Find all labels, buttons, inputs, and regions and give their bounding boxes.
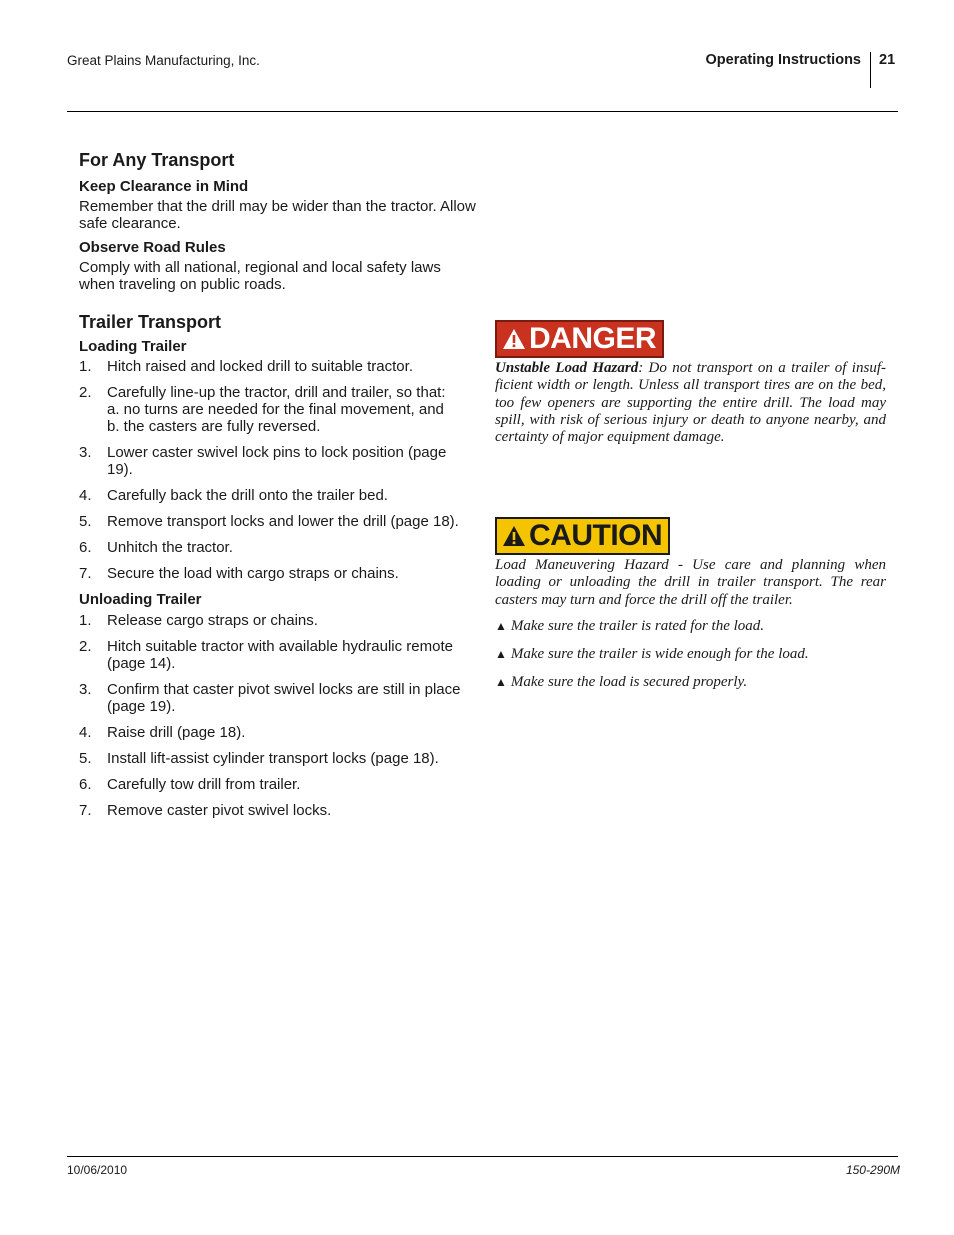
header-section-title: Operating Instructions	[705, 52, 861, 68]
list-item: 7. Secure the load with cargo straps or chains.	[79, 565, 399, 582]
page-number: 21	[879, 52, 896, 68]
subheading-road-rules: Observe Road Rules	[79, 239, 226, 256]
caution-bullet: ▲ Make sure the trailer is wide enough for the load.	[495, 646, 809, 663]
caution-message	[495, 557, 886, 692]
list-item: 2. Carefully line-up the tractor, drill and trailer, so that: a. no turns are needed for the final movement, and b. the casters are fully reversed.	[79, 384, 446, 435]
list-item: 1. Hitch raised and locked drill to suitable tractor.	[79, 358, 413, 375]
danger-sign	[495, 320, 664, 358]
danger-hazard-name: Unstable Load Hazard	[495, 360, 639, 376]
caution-bullet: ▲ Make sure the trailer is rated for the load.	[495, 617, 765, 634]
section-title-trailer-transport: Trailer Transport	[79, 312, 222, 332]
list-item: 6. Carefully tow drill from trailer.	[79, 776, 301, 793]
list-item: 3. Confirm that caster pivot swivel locks are still in place (page 19).	[79, 681, 461, 715]
list-item: 6. Unhitch the tractor.	[79, 539, 233, 556]
unloading-steps-list	[79, 612, 479, 819]
list-item: 5. Remove transport locks and lower the drill (page 18).	[79, 513, 459, 530]
triangle-bullet-icon: ▲	[495, 675, 507, 690]
section-title-any-transport: For Any Transport	[79, 150, 235, 170]
list-item: 5. Install lift-assist cylinder transport locks (page 18).	[79, 750, 439, 767]
triangle-bullet-icon: ▲	[495, 618, 507, 633]
paragraph-road-rules: Comply with all national, regional and local safety laws when traveling on public roads.	[79, 259, 441, 293]
caution-label: CAUTION	[529, 519, 663, 552]
list-item: 7. Remove caster pivot swivel locks.	[79, 802, 332, 819]
subheading-clearance: Keep Clearance in Mind	[79, 178, 249, 195]
list-item: 4. Carefully back the drill onto the trailer bed.	[79, 487, 388, 504]
caution-sign	[495, 517, 670, 555]
list-item: 3. Lower caster swivel lock pins to lock position (page 19).	[79, 444, 447, 478]
paragraph-clearance: Remember that the drill may be wider than the tractor. Allow safe clearance.	[79, 198, 476, 232]
caution-text: Load Maneuvering Hazard - Use care and planning when loading or unloading the drill in trailer transport. The rear casters may turn and force the drill off the trailer.	[495, 557, 886, 608]
danger-label: DANGER	[529, 322, 657, 355]
list-item: 2. Hitch suitable tractor with available hydraulic remote (page 14).	[79, 638, 453, 672]
triangle-bullet-icon: ▲	[495, 647, 507, 662]
footer-rule	[67, 1156, 898, 1157]
warning-triangle-icon	[502, 525, 526, 547]
header-divider	[870, 52, 871, 88]
loading-steps-list	[79, 358, 479, 582]
list-item: 4. Raise drill (page 18).	[79, 724, 246, 741]
danger-text: : Do not transport on a trailer of insufficient width or length. Unless all transport tires are on the bed, too few openers are supporting the entire drill. The load may spill, with risk of serious injury or death to anyone nearby, and certainty of major equipment damage.	[495, 360, 886, 446]
caution-bullet: ▲ Make sure the load is secured properly.	[495, 674, 748, 691]
footer-date: 10/06/2010	[67, 1163, 128, 1177]
subheading-loading-trailer: Loading Trailer	[79, 338, 187, 355]
footer-doc-number: 150-290M	[845, 1163, 900, 1177]
list-item: 1. Release cargo straps or chains.	[79, 612, 318, 629]
subheading-unloading-trailer: Unloading Trailer	[79, 591, 202, 608]
header-rule	[67, 111, 898, 112]
left-column	[79, 150, 479, 828]
danger-message	[495, 360, 886, 446]
warning-triangle-icon	[502, 328, 526, 350]
header-company: Great Plains Manufacturing, Inc.	[67, 53, 260, 68]
